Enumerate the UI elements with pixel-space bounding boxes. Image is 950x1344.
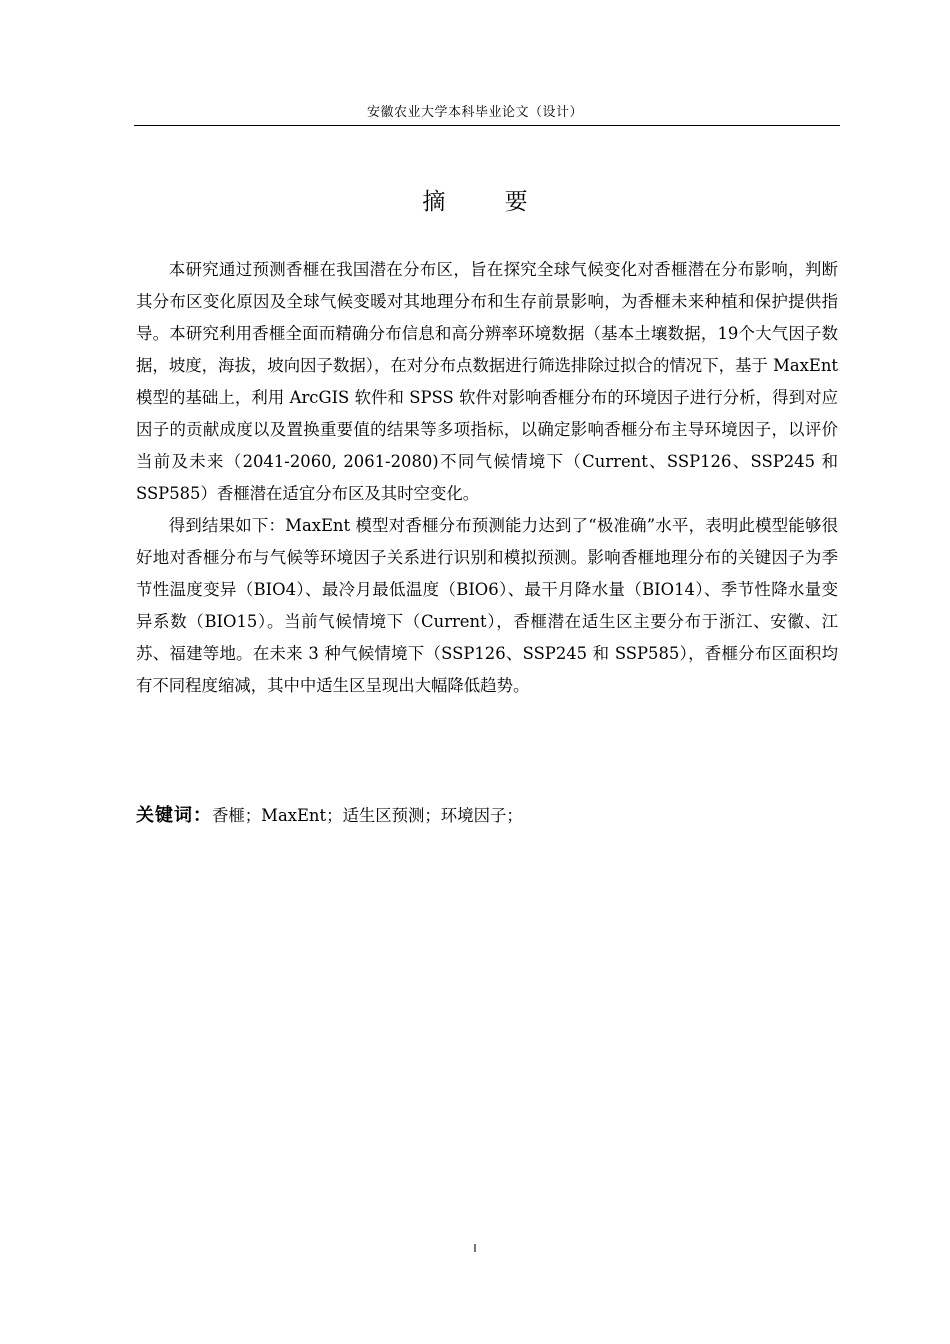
abstract-paragraph-1: 本研究通过预测香榧在我国潜在分布区，旨在探究全球气候变化对香榧潜在分布影响，判断其分布区变化原因及全球气候变暖对其地理分布和生存前景影响，为香榧未来种植和保护提供指导。本研究利用香榧全面而精确分布信息和高分辨率环境数据（基本土壤数据，19个大气因子数据，坡度，海拔，坡向因子数据），在对分布点数据进行筛选排除过拟合的情况下，基于 MaxEnt 模型的基础上，利用 ArcGIS 软件和 SPSS 软件对影响香榧分布的环境因子进行分析，得到对应因子的贡献成度以及置换重要值的结果等多项指标，以确定影响香榧分布主导环境因子，以评价当前及未来（2041-2060, 2061-2080)不同气候情境下（Current、SSP126、SSP245 和 SSP585）香榧潜在适宜分布区及其时空变化。 xyxy=(136,260,838,503)
running-header: 安徽农业大学本科毕业论文（设计） xyxy=(366,105,583,120)
abstract-title: 摘 要 xyxy=(422,189,554,215)
page-number: I xyxy=(473,1242,477,1255)
header-divider xyxy=(134,125,840,126)
abstract-paragraph-2: 得到结果如下：MaxEnt 模型对香榧分布预测能力达到了“极准确”水平，表明此模型能够很好地对香榧分布与气候等环境因子关系进行识别和模拟预测。影响香榧地理分布的关键因子为季节性温度变异（BIO4）、最冷月最低温度（BIO6）、最干月降水量（BIO14）、季节性降水量变异系数（BIO15）。当前气候情境下（Current），香榧潜在适生区主要分布于浙江、安徽、江苏、福建等地。在未来 3 种气候情境下（SSP126、SSP245 和 SSP585），香榧分布区面积均有不同程度缩减，其中中适生区呈现出大幅降低趋势。 xyxy=(136,516,838,695)
keywords-label: 关键词： xyxy=(136,805,212,826)
abstract-body xyxy=(136,254,838,702)
keywords-line xyxy=(136,800,838,832)
keywords-text: 香榧；MaxEnt；适生区预测；环境因子； xyxy=(212,806,523,825)
